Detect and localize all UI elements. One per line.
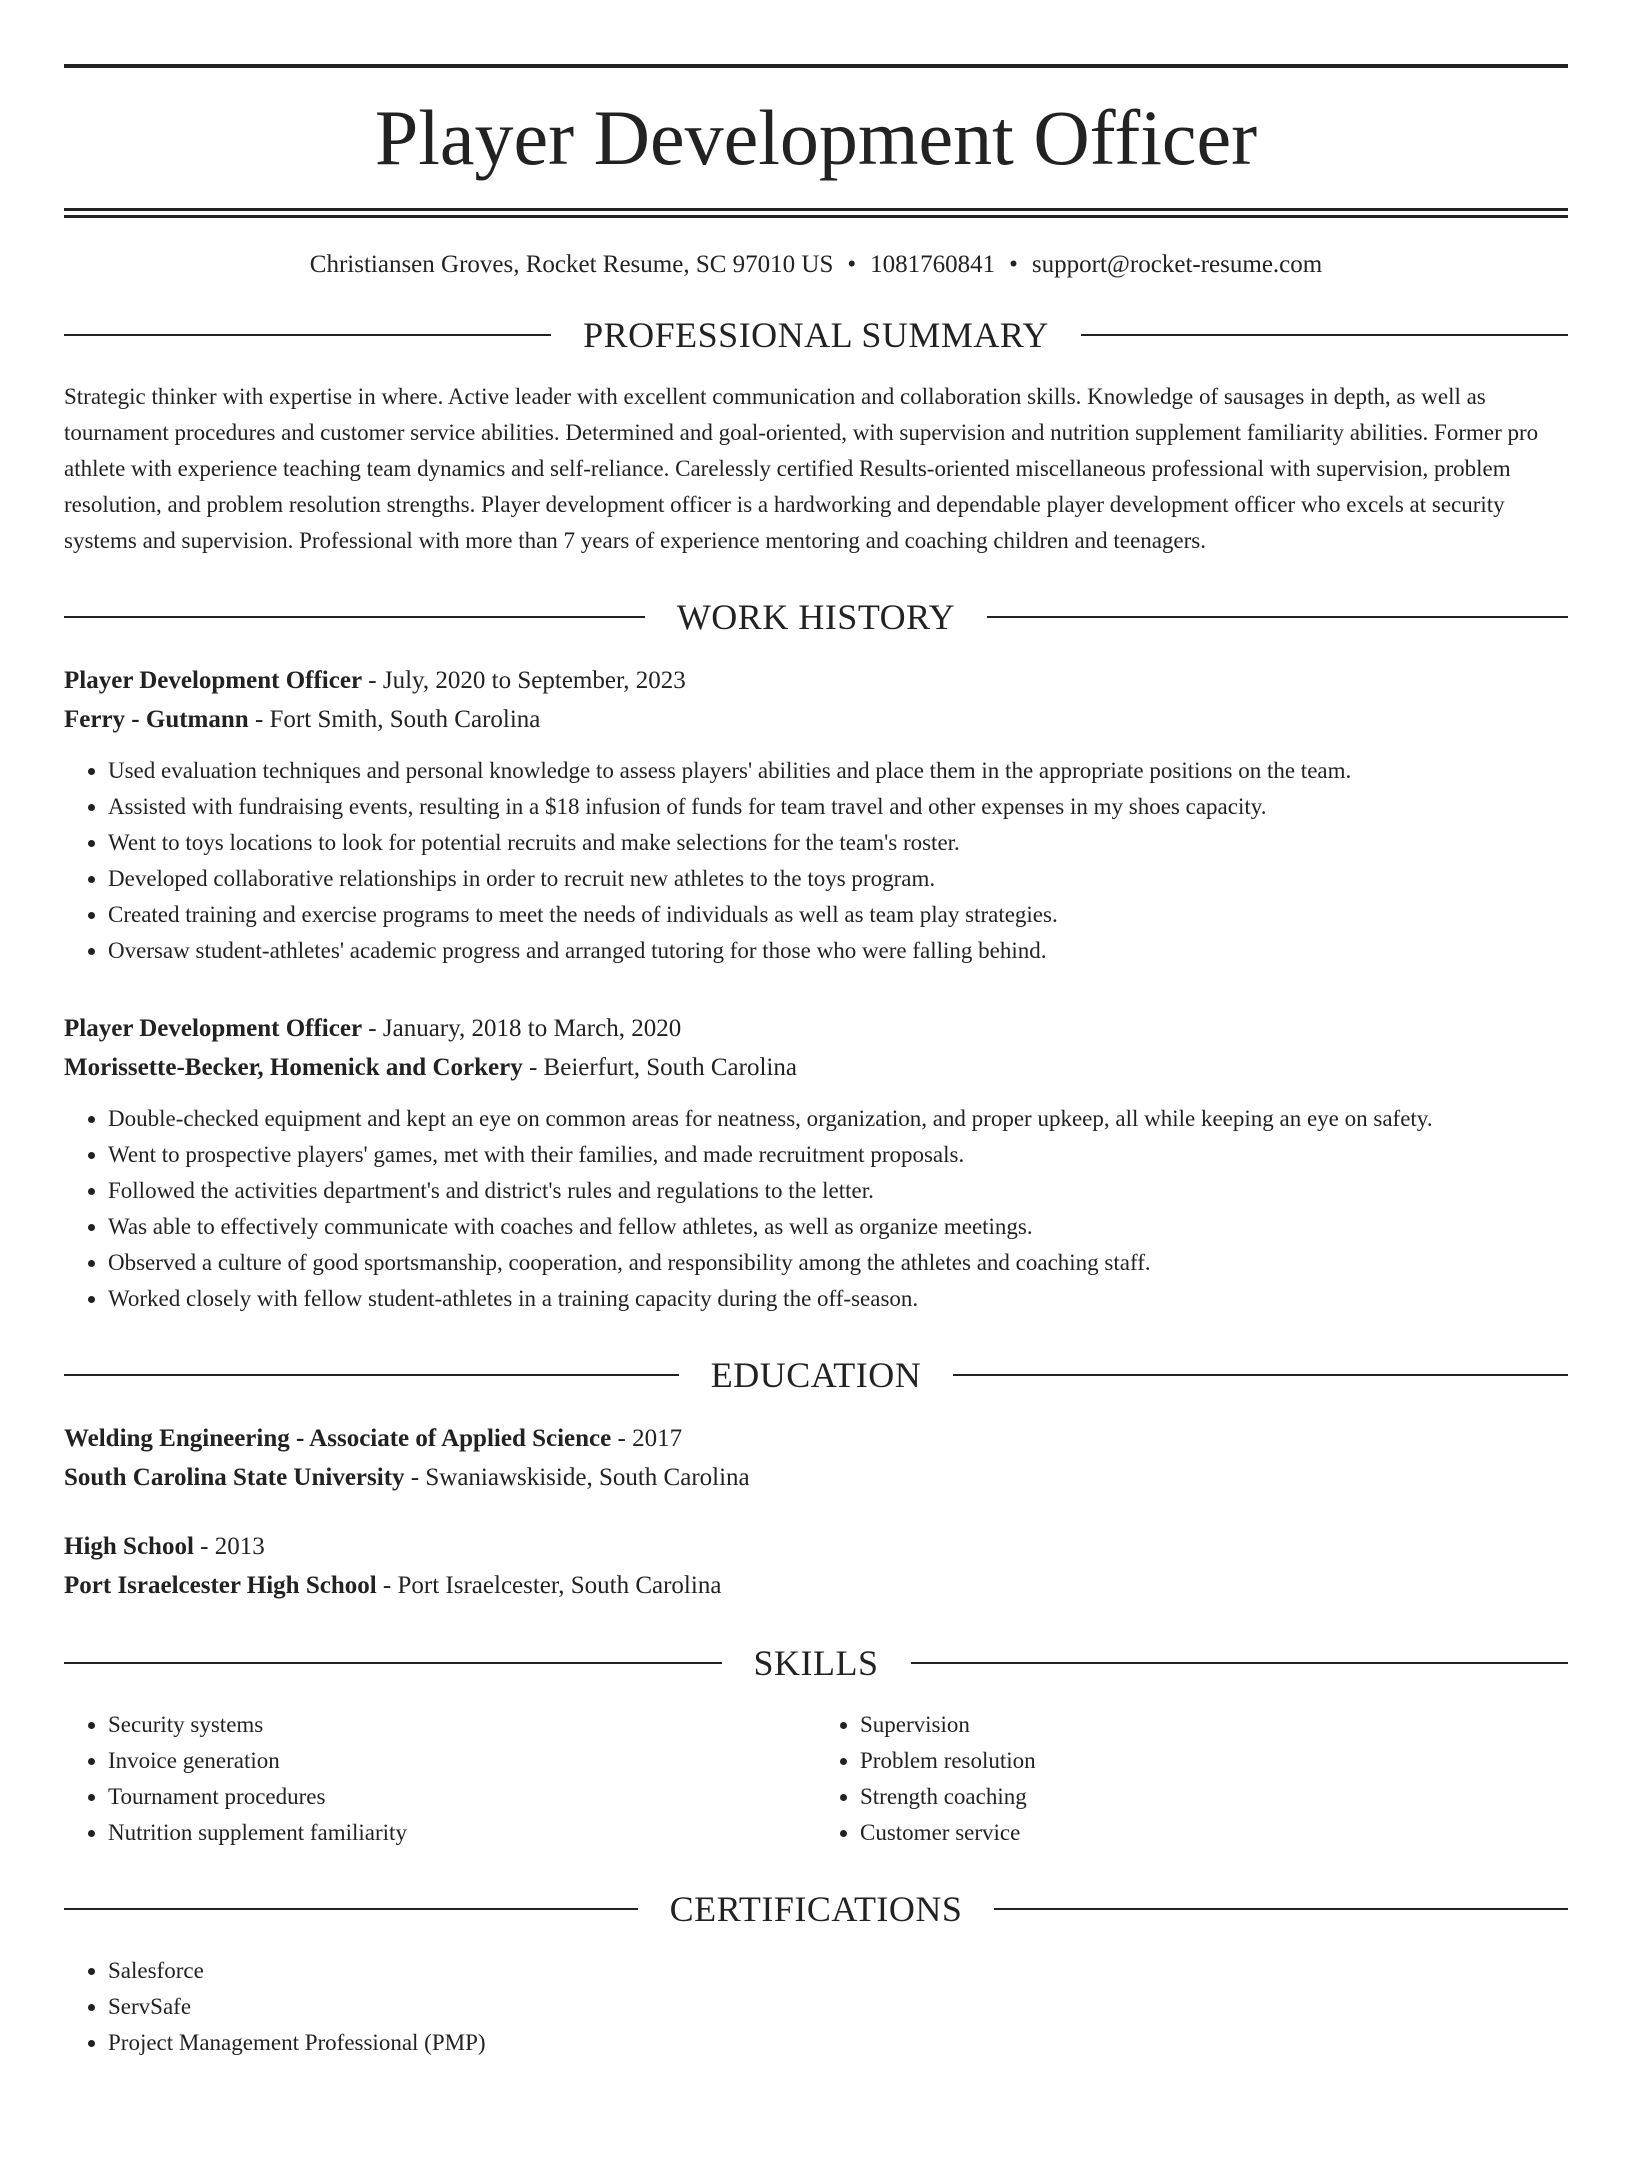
section-rule [1081, 334, 1568, 336]
list-item: • Used evaluation techniques and personal knowledge to assess players' abilities and place them in the appropriate positions on the team. [108, 753, 1568, 789]
job-bullets [64, 753, 1568, 969]
job-entry [64, 1009, 1568, 1317]
job-location: - Fort Smith, South Carolina [248, 706, 541, 733]
section-rule [64, 616, 645, 618]
section-title: PROFESSIONAL SUMMARY [583, 315, 1049, 355]
certification-item: • Project Management Professional (PMP) [108, 2025, 1568, 2061]
section-header-summary [64, 317, 1568, 353]
list-item: • Went to prospective players' games, met with their families, and made recruitment proposals. [108, 1137, 1568, 1173]
education-school-line [64, 1566, 1568, 1605]
certification-item: • Salesforce [108, 1953, 1568, 1989]
job-company: Morissette-Becker, Homenick and Corkery [64, 1054, 523, 1081]
job-location: - Beierfurt, South Carolina [522, 1054, 797, 1081]
job-dates: - July, 2020 to September, 2023 [362, 667, 686, 694]
certification-item: • ServSafe [108, 1989, 1568, 2025]
list-item: • Was able to effectively communicate with coaches and fellow athletes, as well as organize meetings. [108, 1209, 1568, 1245]
section-rule [64, 1908, 638, 1910]
list-item: • Created training and exercise programs to meet the needs of individuals as well as team play strategies. [108, 897, 1568, 933]
skill-item: • Security systems [108, 1707, 816, 1743]
section-header-certifications [64, 1891, 1568, 1927]
section-rule [994, 1908, 1568, 1910]
skill-item: • Invoice generation [108, 1743, 816, 1779]
section-header-skills [64, 1645, 1568, 1681]
section-rule [953, 1374, 1568, 1376]
education-degree-line [64, 1527, 1568, 1566]
skill-item: • Supervision [860, 1707, 1568, 1743]
section-title: SKILLS [753, 1643, 879, 1683]
list-item: • Oversaw student-athletes' academic progress and arranged tutoring for those who were falling behind. [108, 933, 1568, 969]
list-item: • Went to toys locations to look for potential recruits and make selections for the team's roster. [108, 825, 1568, 861]
skill-item: • Strength coaching [860, 1779, 1568, 1815]
job-company-line [64, 1048, 1568, 1087]
skills-list-right [816, 1707, 1568, 1851]
contact-line [64, 252, 1568, 277]
skill-item: • Problem resolution [860, 1743, 1568, 1779]
list-item: • Worked closely with fellow student-athletes in a training capacity during the off-season. [108, 1281, 1568, 1317]
section-title: CERTIFICATIONS [669, 1889, 963, 1929]
job-role: Player Development Officer [64, 667, 363, 694]
section-header-education [64, 1357, 1568, 1393]
job-role: Player Development Officer [64, 1015, 363, 1042]
education-degree: Welding Engineering - Associate of Applied Science [64, 1425, 612, 1452]
skills-grid [64, 1707, 1568, 1851]
job-dates: - January, 2018 to March, 2020 [362, 1015, 682, 1042]
job-bullets [64, 1101, 1568, 1317]
education-degree-line [64, 1419, 1568, 1458]
list-item: • Developed collaborative relationships in order to recruit new athletes to the toys program. [108, 861, 1568, 897]
list-item: • Observed a culture of good sportsmanship, cooperation, and responsibility among the athletes and coaching staff. [108, 1245, 1568, 1281]
education-school: Port Israelcester High School [64, 1572, 377, 1599]
contact-separator: • [1009, 251, 1018, 278]
section-rule [911, 1662, 1569, 1664]
list-item: • Followed the activities department's and district's rules and regulations to the letter. [108, 1173, 1568, 1209]
job-company: Ferry - Gutmann [64, 706, 249, 733]
education-year: - 2017 [611, 1425, 683, 1452]
skill-item: • Customer service [860, 1815, 1568, 1851]
skill-item: • Tournament procedures [108, 1779, 816, 1815]
contact-separator: • [847, 251, 857, 278]
education-location: - Port Israelcester, South Carolina [376, 1572, 722, 1599]
education-degree: High School [64, 1533, 194, 1560]
section-rule [64, 1374, 679, 1376]
contact-email: support@rocket-resume.com [1031, 251, 1323, 278]
education-school: South Carolina State University [64, 1464, 405, 1491]
skill-item: • Nutrition supplement familiarity [108, 1815, 816, 1851]
job-company-line [64, 700, 1568, 739]
list-item: • Double-checked equipment and kept an eye on common areas for neatness, organization, and proper upkeep, all while keeping an eye on safety. [108, 1101, 1568, 1137]
resume-page [0, 64, 1632, 2176]
contact-address: Christiansen Groves, Rocket Resume, SC 97010 US [309, 251, 834, 278]
contact-phone: 1081760841 [870, 251, 996, 278]
section-header-work [64, 599, 1568, 635]
certifications-list [64, 1953, 1568, 2061]
section-rule [64, 334, 551, 336]
section-title: WORK HISTORY [676, 597, 956, 637]
job-role-line [64, 1009, 1568, 1048]
section-title: EDUCATION [710, 1355, 922, 1395]
education-year: - 2013 [193, 1533, 265, 1560]
section-rule [987, 616, 1568, 618]
education-entry [64, 1419, 1568, 1497]
education-entry [64, 1527, 1568, 1605]
education-school-line [64, 1458, 1568, 1497]
section-rule [64, 1662, 722, 1664]
summary-text: Strategic thinker with expertise in where. Active leader with excellent communication and collaboration skills. Knowledge of sausages in depth, as well as tournament procedures and customer service abilities. Determined and goal-oriented, with supervision and nutrition supplement familiarity abilities. Former pro athlete with experience teaching team dynamics and self-reliance. Carelessly certified Results-oriented miscellaneous professional with supervision, problem resolution, and problem resolution strengths. Player development officer is a hardworking and dependable player development officer who excels at security systems and supervision. Professional with more than 7 years of experience mentoring and coaching children and teenagers. [64, 384, 1539, 553]
resume-title: Player Development Officer [374, 94, 1258, 181]
job-entry [64, 661, 1568, 969]
skills-list-left [64, 1707, 816, 1851]
education-location: - Swaniawskiside, South Carolina [404, 1464, 750, 1491]
title-double-rule [64, 208, 1568, 218]
job-role-line [64, 661, 1568, 700]
list-item: • Assisted with fundraising events, resulting in a $18 infusion of funds for team travel and other expenses in my shoes capacity. [108, 789, 1568, 825]
